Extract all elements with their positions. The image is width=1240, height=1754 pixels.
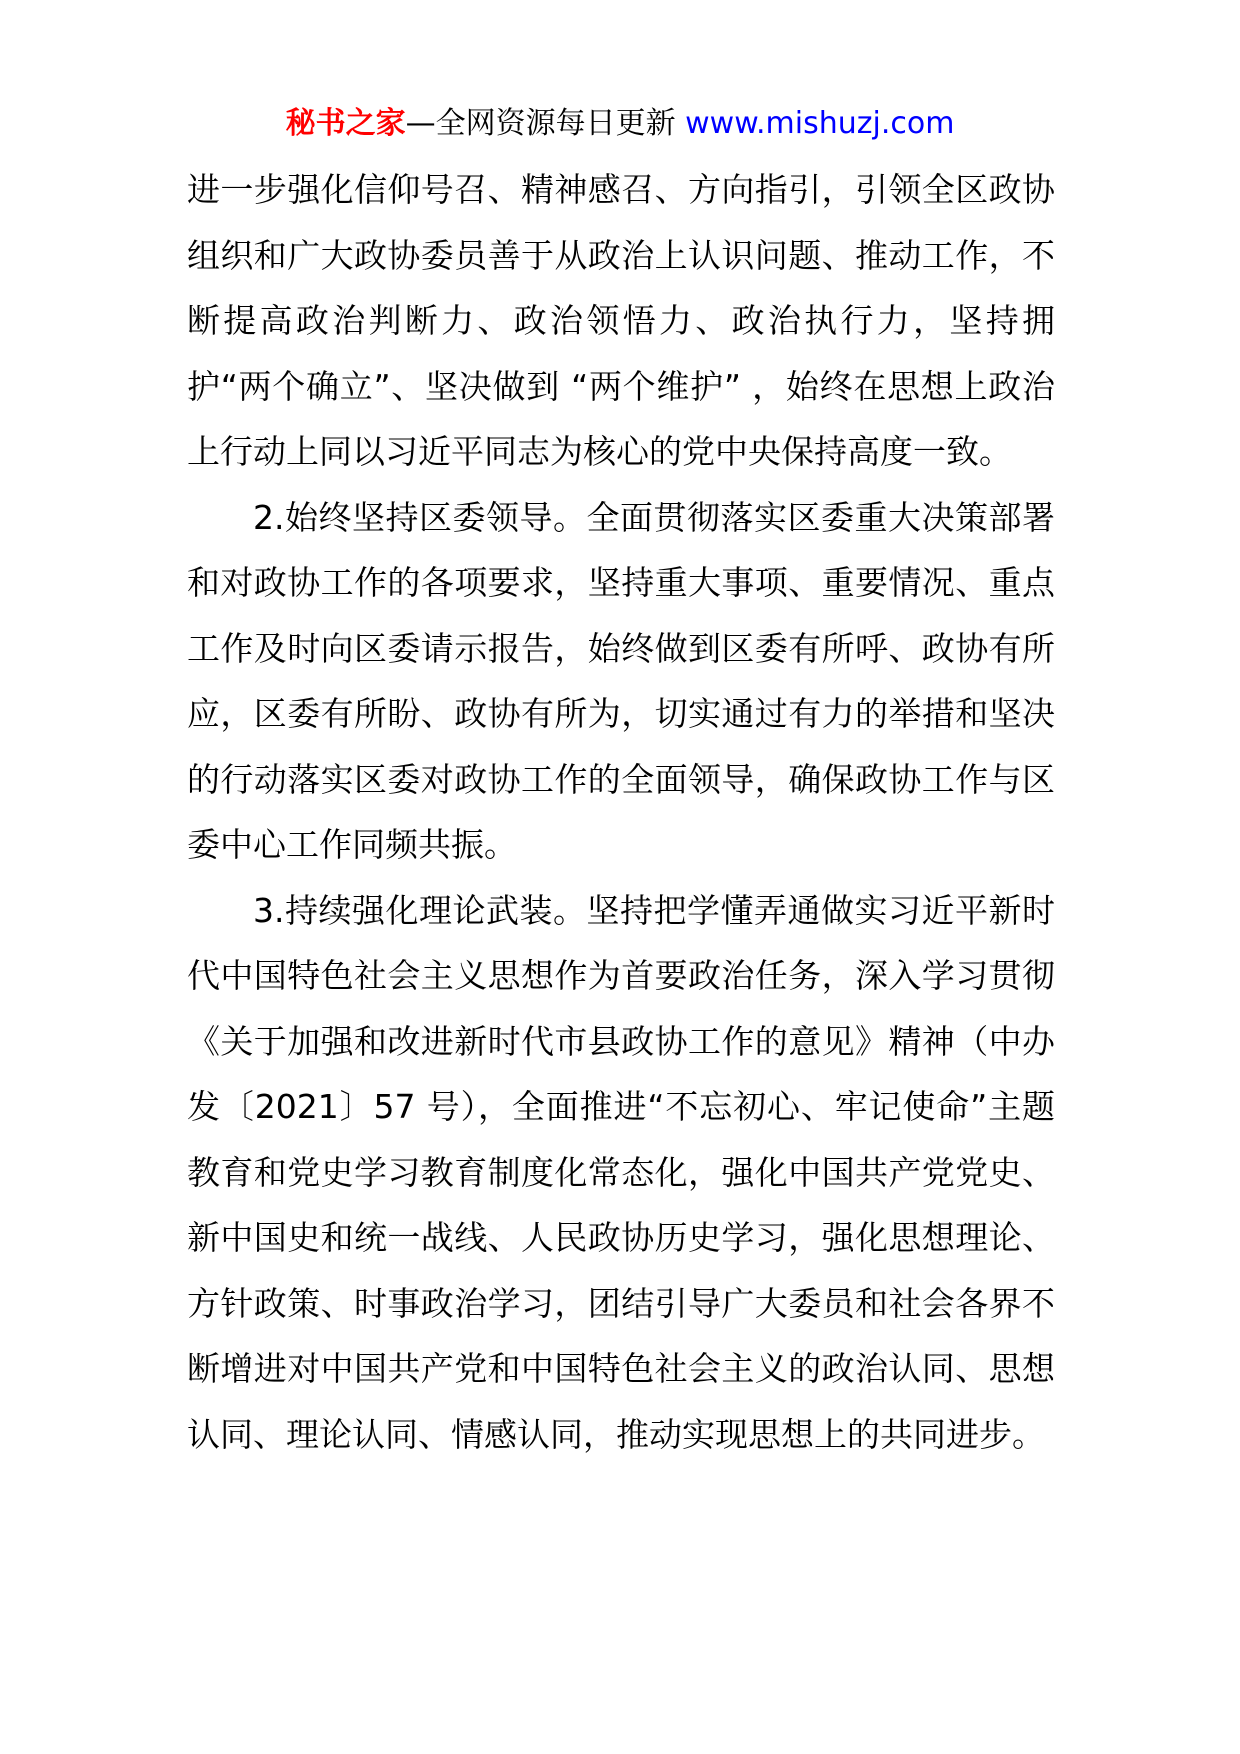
header-tagline: —全网资源每日更新	[405, 106, 676, 141]
header-site-link[interactable]: www.mishuzj.com	[685, 106, 955, 141]
header-brand: 秘书之家	[285, 106, 406, 141]
paragraph-item-2: 2.始终坚持区委领导。全面贯彻落实区委重大决策部署和对政协工作的各项要求，坚持重大事项、重要情况、重点工作及时向区委请示报告，始终做到区委有所呼、政协有所应，区委有所盼、政协有所为，切实通过有力的举措和坚决的行动落实区委对政协工作的全面领导，确保政协工作与区委中心工作同频共振。	[187, 497, 1055, 864]
document-body	[187, 157, 1055, 1467]
page-header	[0, 102, 1240, 146]
paragraph-item-3: 3.持续强化理论武装。坚持把学懂弄通做实习近平新时代中国特色社会主义思想作为首要政治任务，深入学习贯彻《关于加强和改进新时代市县政协工作的意见》精神（中办发〔2021〕57 号），全面推进“不忘初心、牢记使命”主题教育和党史学习教育制度化常态化，强化中国共产党党史、新中国史和统一战线、人民政协历史学习，强化思想理论、方针政策、时事政治学习，团结引导广大委员和社会各界不断增进对中国共产党和中国特色社会主义的政治认同、思想认同、理论认同、情感认同，推动实现思想上的共同进步。	[187, 890, 1055, 1454]
paragraph-continuation: 进一步强化信仰号召、精神感召、方向指引，引领全区政协组织和广大政协委员善于从政治上认识问题、推动工作，不断提高政治判断力、政治领悟力、政治执行力，坚持拥护“两个确立”、坚决做到 “两个维护” ，始终在思想上政治上行动上同以习近平同志为核心的党中央保持高度一致。	[187, 170, 1055, 471]
